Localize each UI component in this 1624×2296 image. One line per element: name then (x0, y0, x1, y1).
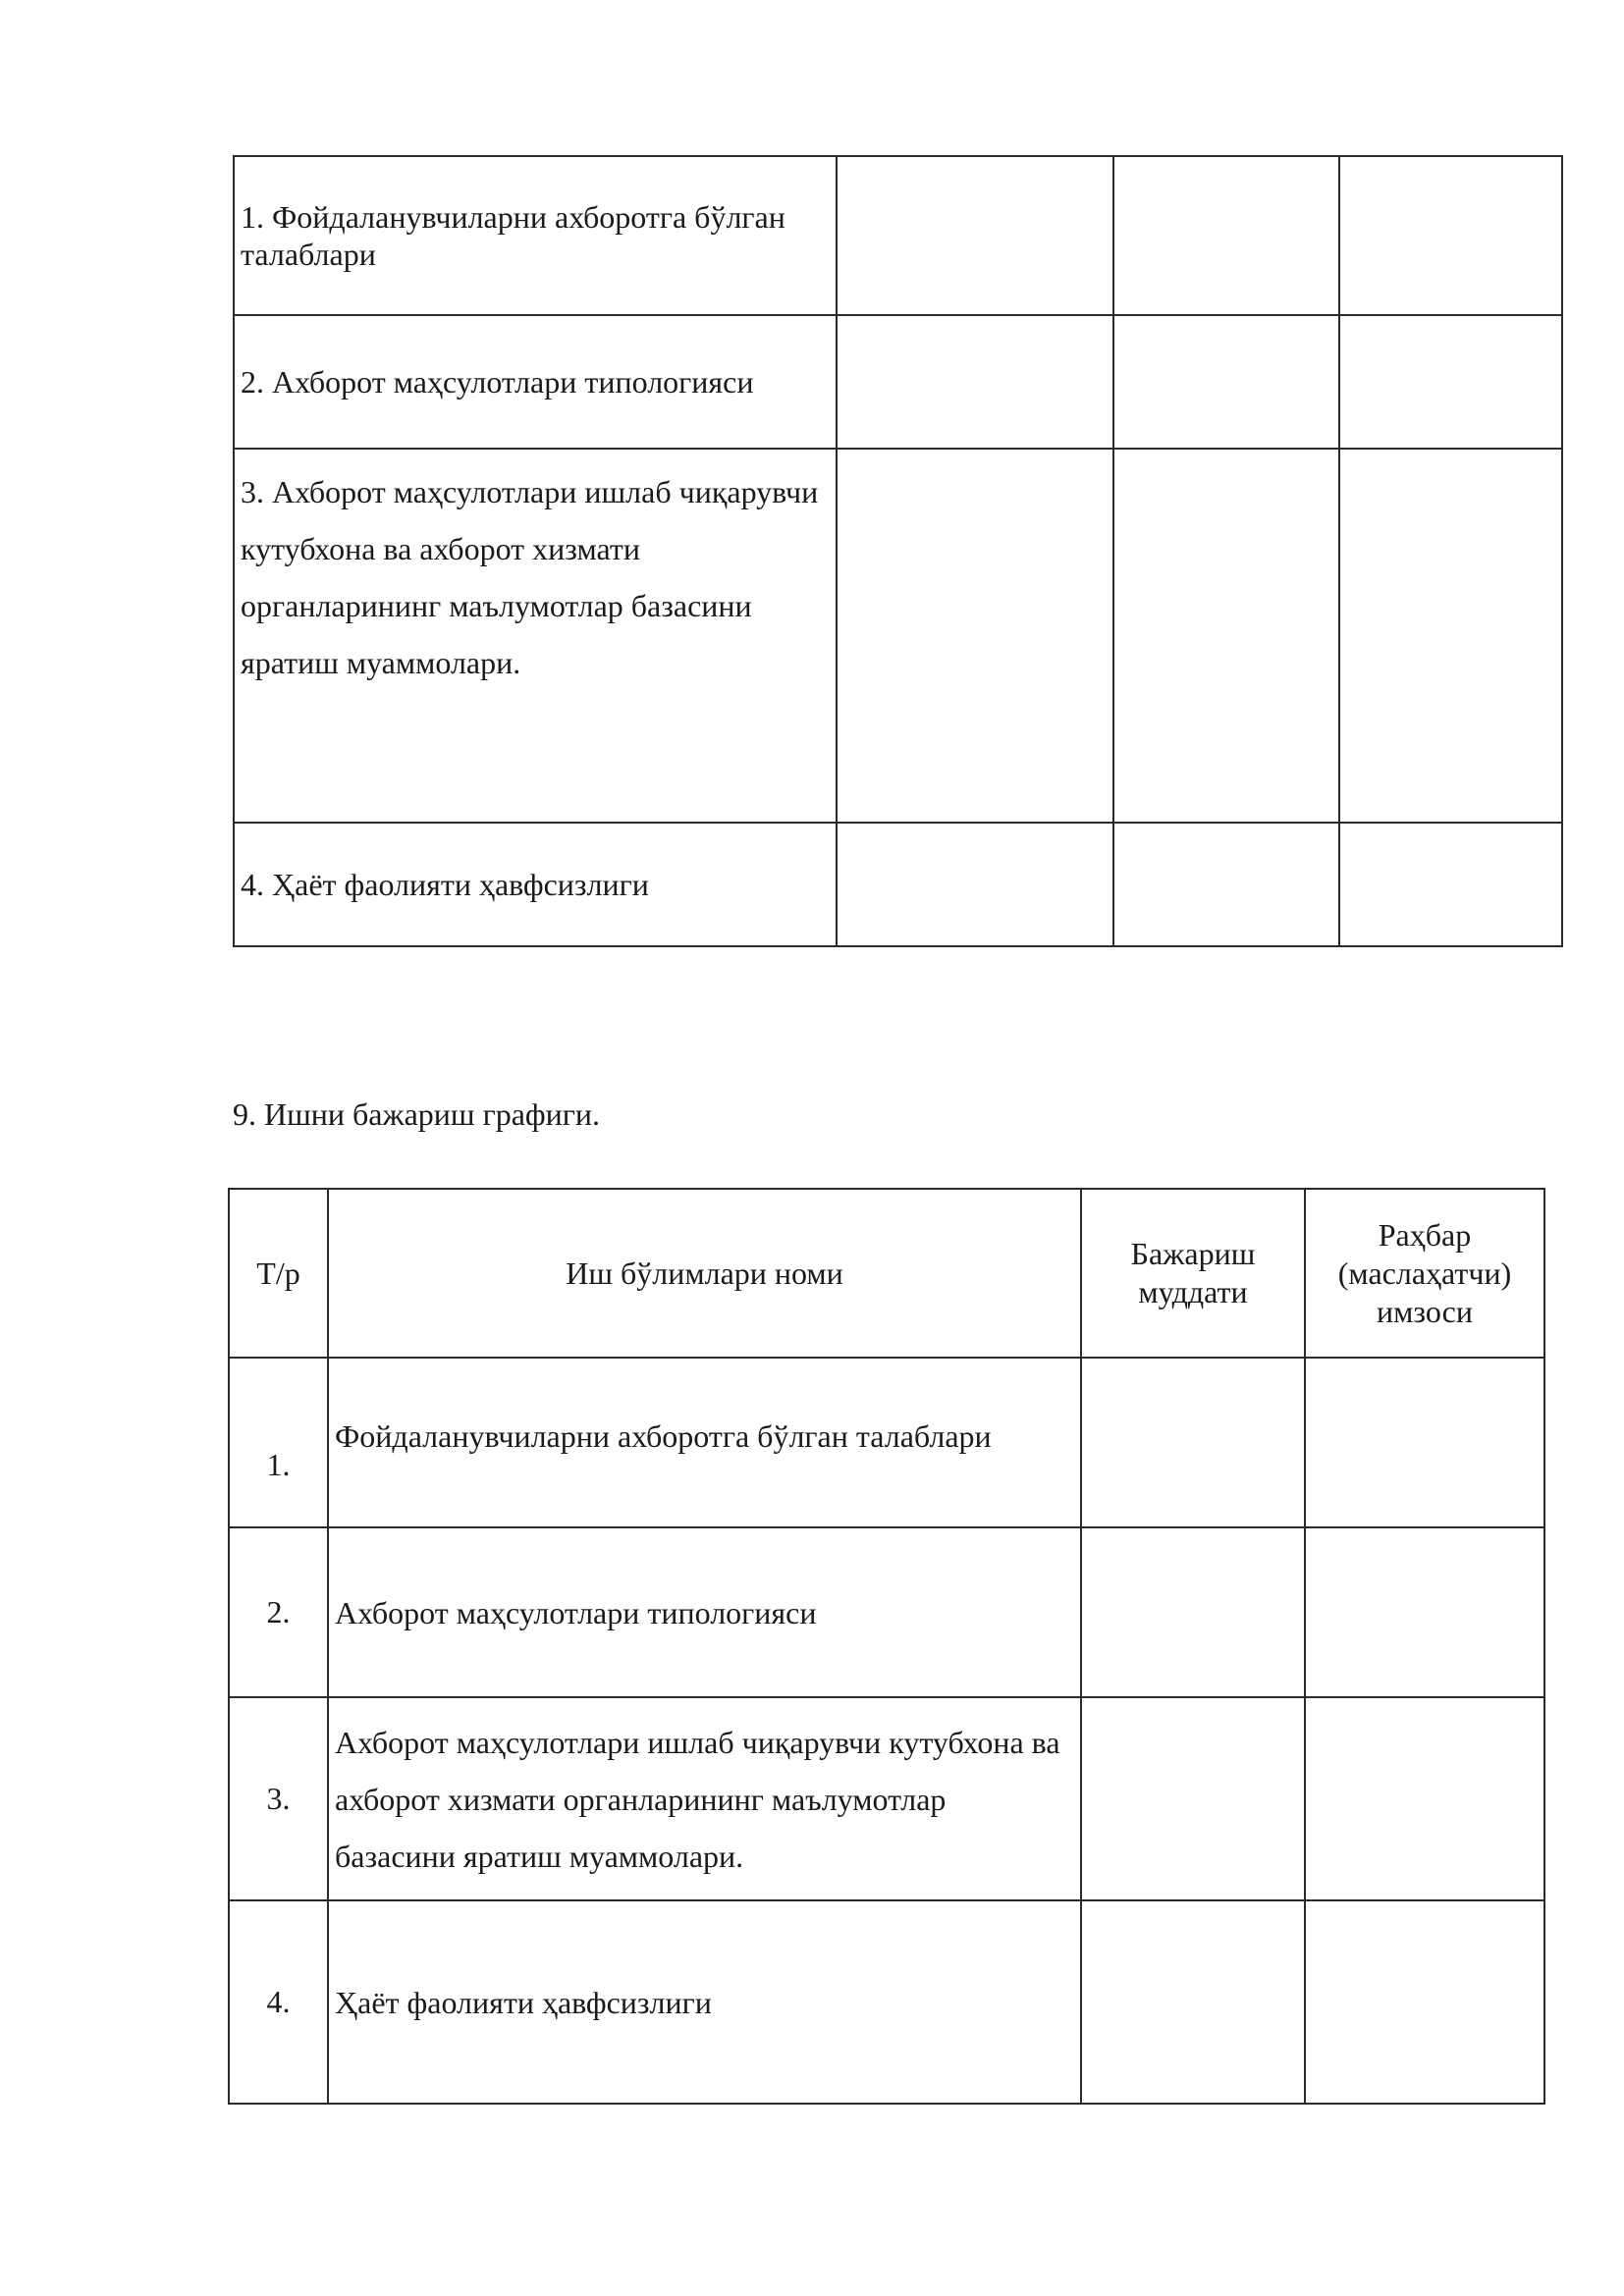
row-name: Ахборот маҳсулотлари ишлаб чиқарувчи кутубхона ва ахборот хизмати органларининг маълумотлар базасини яратиш муаммолари. (328, 1697, 1081, 1900)
empty-cell (1113, 449, 1339, 823)
schedule-row (229, 1697, 1544, 1900)
empty-cell (837, 315, 1113, 449)
row-num: 3. (229, 1697, 328, 1900)
signature-cell (1305, 1697, 1544, 1900)
header-name: Иш бўлимлари номи (328, 1189, 1081, 1358)
header-num: Т/р (229, 1189, 328, 1358)
topic-cell: 3. Ахборот маҳсулотлари ишлаб чиқарувчи кутубхона ва ахборот хизмати органларининг маълумотлар базасини яратиш муаммолари. (234, 449, 837, 823)
empty-cell (1113, 315, 1339, 449)
schedule-header-row (229, 1189, 1544, 1358)
header-deadline-text: Бажариш муддати (1130, 1236, 1256, 1309)
topic-cell: 2. Ахборот маҳсулотлари типологияси (234, 315, 837, 449)
section-title: 9. Ишни бажариш графиги. (233, 1096, 600, 1132)
topics-row (234, 449, 1562, 823)
signature-cell (1305, 1358, 1544, 1527)
deadline-cell (1081, 1358, 1305, 1527)
empty-cell (837, 156, 1113, 315)
row-num: 4. (229, 1900, 328, 2104)
header-signature-text: Раҳбар (маслаҳатчи) имзоси (1337, 1216, 1512, 1329)
topics-table (233, 155, 1563, 947)
topic-cell: 4. Ҳаёт фаолияти ҳавфсизлиги (234, 823, 837, 946)
row-name: Ахборот маҳсулотлари типологияси (328, 1527, 1081, 1697)
empty-cell (1113, 156, 1339, 315)
empty-cell (1339, 823, 1562, 946)
header-signature (1305, 1189, 1544, 1358)
deadline-cell (1081, 1697, 1305, 1900)
empty-cell (1339, 315, 1562, 449)
topic-cell: 1. Фойдаланувчиларни ахборотга бўлган талаблари (234, 156, 837, 315)
deadline-cell (1081, 1900, 1305, 2104)
empty-cell (837, 823, 1113, 946)
row-num: 1. (229, 1358, 328, 1527)
signature-cell (1305, 1900, 1544, 2104)
signature-cell (1305, 1527, 1544, 1697)
row-name: Фойдаланувчиларни ахборотга бўлган талаблари (328, 1358, 1081, 1527)
empty-cell (837, 449, 1113, 823)
schedule-row (229, 1900, 1544, 2104)
deadline-cell (1081, 1527, 1305, 1697)
topics-row (234, 823, 1562, 946)
empty-cell (1339, 449, 1562, 823)
schedule-table (228, 1188, 1545, 2105)
topics-row (234, 315, 1562, 449)
empty-cell (1113, 823, 1339, 946)
row-name: Ҳаёт фаолияти ҳавфсизлиги (328, 1900, 1081, 2104)
topics-row (234, 156, 1562, 315)
row-num: 2. (229, 1527, 328, 1697)
schedule-row (229, 1358, 1544, 1527)
header-deadline (1081, 1189, 1305, 1358)
empty-cell (1339, 156, 1562, 315)
schedule-row (229, 1527, 1544, 1697)
